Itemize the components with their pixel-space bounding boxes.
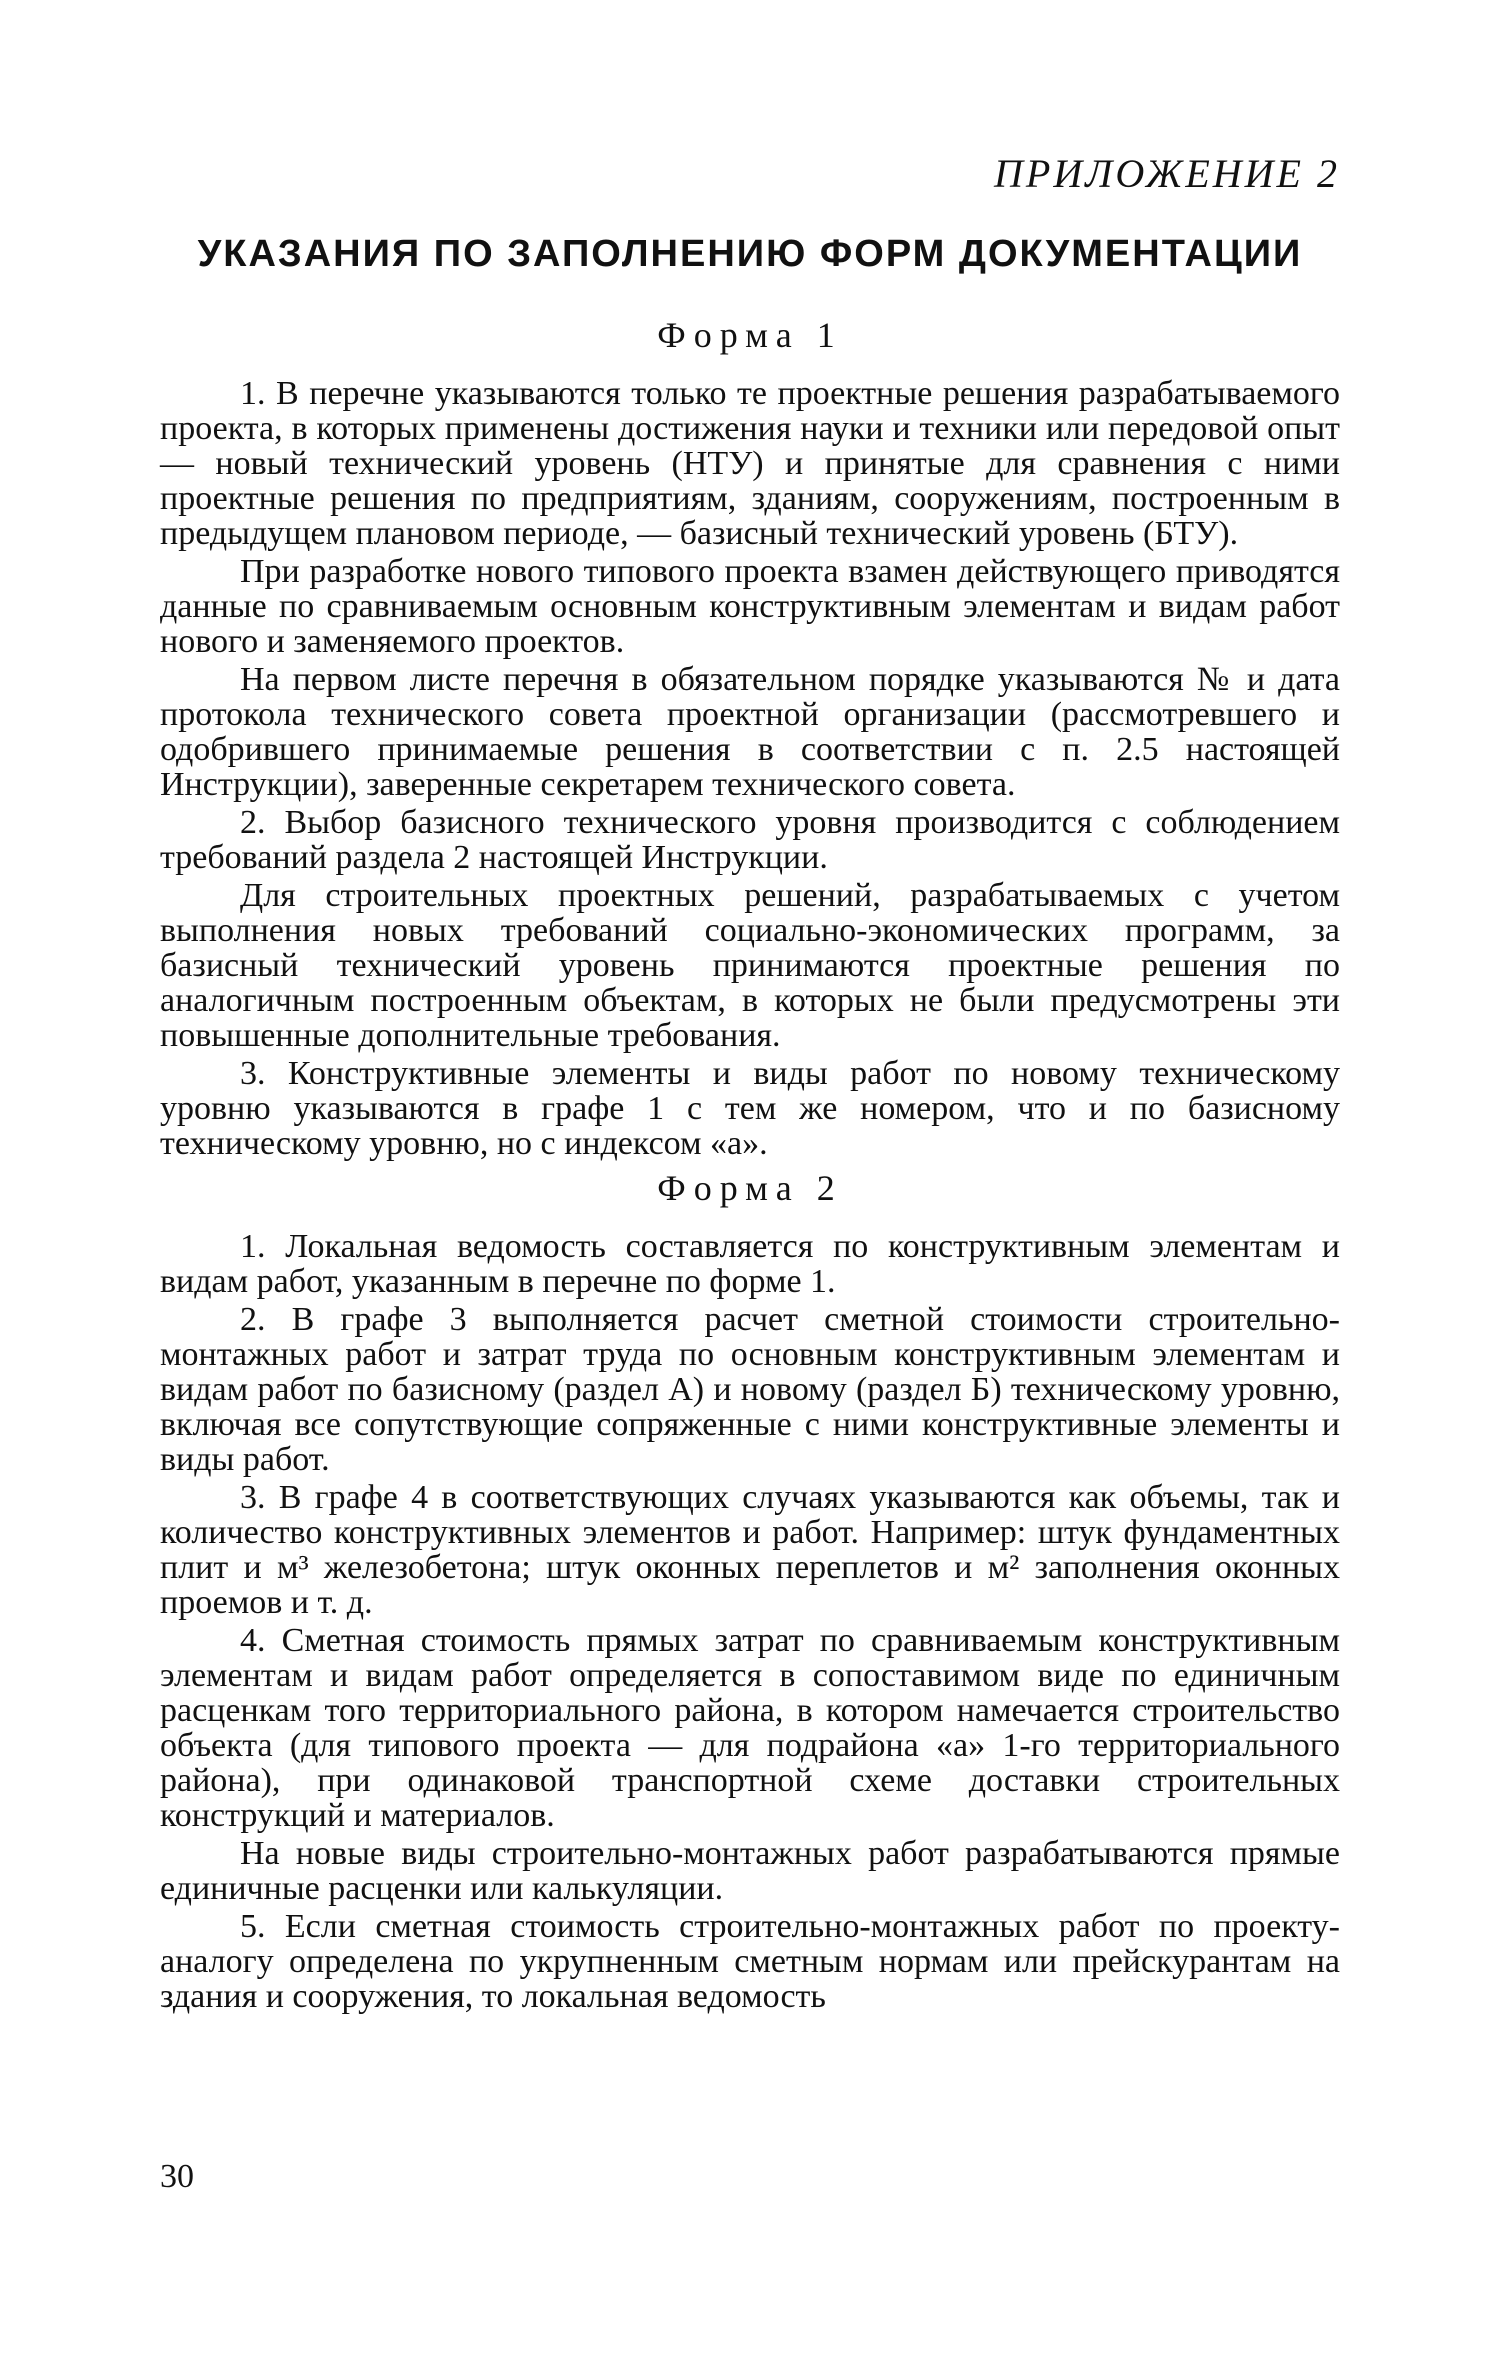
paragraph: На новые виды строительно-монтажных работ разрабатываются прямые единичные расценки или калькуляции. — [160, 1835, 1340, 1907]
paragraph: При разработке нового типового проекта взамен действующего приводятся данные по сравниваемым основным конструктивным элементам и видам работ нового и заменяемого проектов. — [160, 553, 1340, 660]
paragraph: 4. Сметная стоимость прямых затрат по сравниваемым конструктивным элементам и видам работ определяется в сопоставимом виде по единичным расценкам того территориального района, в котором намечается строительство объекта (для типового проекта — для подрайона «а» 1-го территориального района), при одинаковой транспортной схеме доставки строительных конструкций и материалов. — [160, 1622, 1340, 1834]
paragraph: На первом листе перечня в обязательном порядке указываются № и дата протокола технического совета проектной организации (рассмотревшего и одобрившего принимаемые решения в соответствии с п. 2.5 настоящей Инструкции), заверенные секретарем технического совета. — [160, 661, 1340, 803]
form-1-heading: Форма 1 — [657, 315, 843, 355]
paragraph: 2. Выбор базисного технического уровня производится с соблюдением требований раздела 2 настоящей Инструкции. — [160, 804, 1340, 876]
form-2-heading: Форма 2 — [657, 1168, 843, 1208]
paragraph: 3. В графе 4 в соответствующих случаях указываются как объемы, так и количество конструктивных элементов и работ. Например: штук фундаментных плит и м³ железобетона; штук оконных переплетов и м² заполнения оконных проемов и т. д. — [160, 1479, 1340, 1621]
paragraph: 3. Конструктивные элементы и виды работ по новому техническому уровню указываются в графе 1 с тем же номером, что и по базисному техническому уровню, но с индексом «а». — [160, 1055, 1340, 1162]
page-number: 30 — [160, 2158, 194, 2195]
paragraph: 1. Локальная ведомость составляется по конструктивным элементам и видам работ, указанным в перечне по форме 1. — [160, 1228, 1340, 1300]
paragraph: 2. В графе 3 выполняется расчет сметной стоимости строительно-монтажных работ и затрат труда по основным конструктивным элементам и видам работ по базисному (раздел А) и новому (раздел Б) техническому уровню, включая все сопутствующие сопряженные с ними конструктивные элементы и виды работ. — [160, 1301, 1340, 1478]
document-page — [160, 150, 1340, 2017]
paragraph: Для строительных проектных решений, разрабатываемых с учетом выполнения новых требований социально-экономических программ, за базисный технический уровень принимаются проектные решения по аналогичным построенным объектам, в которых не были предусмотрены эти повышенные дополнительные требования. — [160, 877, 1340, 1054]
appendix-label: ПРИЛОЖЕНИЕ 2 — [994, 151, 1340, 196]
document-title: УКАЗАНИЯ ПО ЗАПОЛНЕНИЮ ФОРМ ДОКУМЕНТАЦИИ — [197, 233, 1303, 275]
paragraph: 5. Если сметная стоимость строительно-монтажных работ по проекту-аналогу определена по укрупненным сметным нормам или прейскурантам на здания и сооружения, то локальная ведомость — [160, 1908, 1340, 2015]
paragraph: 1. В перечне указываются только те проектные решения разрабатываемого проекта, в которых применены достижения науки и техники или передовой опыт — новый технический уровень (НТУ) и принятые для сравнения с ними проектные решения по предприятиям, зданиям, сооружениям, построенным в предыдущем плановом периоде, — базисный технический уровень (БТУ). — [160, 375, 1340, 552]
